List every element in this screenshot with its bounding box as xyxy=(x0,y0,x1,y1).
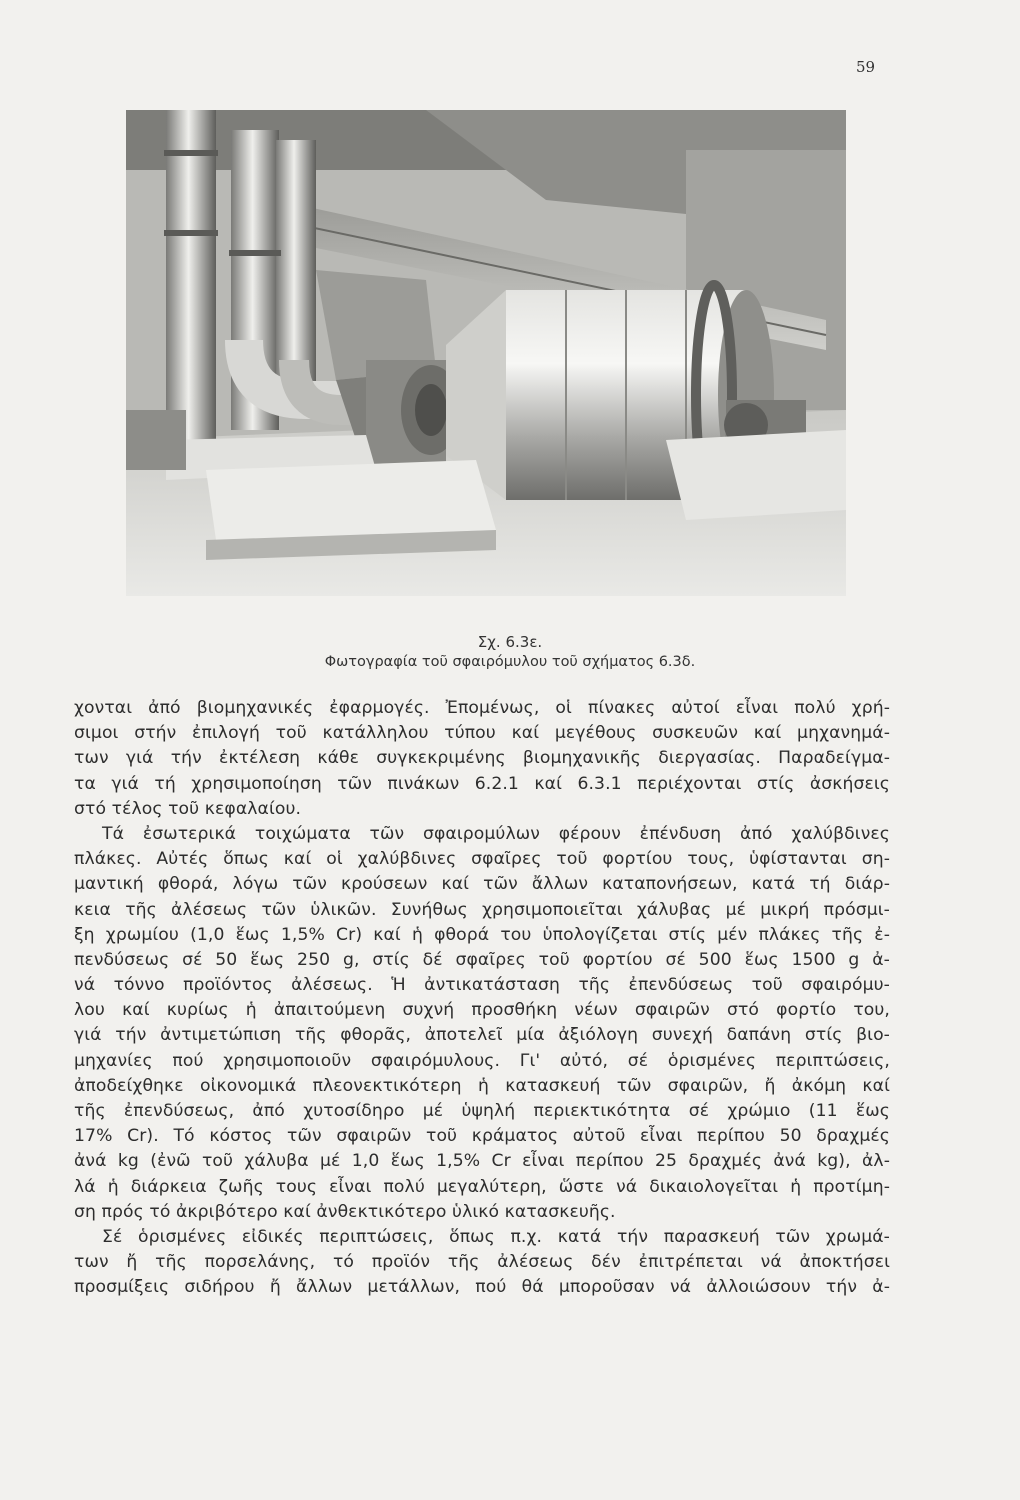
page-number: 59 xyxy=(856,58,876,76)
text-line: νά τόννο προϊόντος ἀλέσεως. Ἡ ἀντικατάσταση τῆς ἐπενδύσεως τοῦ σφαιρόμυ- xyxy=(74,975,890,996)
text-line: λου καί κυρίως ἡ ἀπαιτούμενη συχνή προσθήκη νέων σφαιρῶν στό φορτίο του, xyxy=(74,1000,890,1021)
text-line: ἀποδείχθηκε οἰκονομικά πλεονεκτικότερη ἡ κατασκευή τῶν σφαιρῶν, ἤ ἀκόμη καί xyxy=(74,1075,890,1096)
text-line: μηχανίες πού χρησιμοποιοῦν σφαιρόμυλους. Γι' αὐτό, σέ ὁρισμένες περιπτώσεις, xyxy=(74,1050,890,1071)
ball-mill-illustration xyxy=(126,110,846,596)
figure-label: Σχ. 6.3ε. xyxy=(477,633,543,651)
figure-caption-text: Φωτογραφία τοῦ σφαιρόμυλου τοῦ σχήματος 6.3δ. xyxy=(324,654,696,670)
text-line: πενδύσεως σέ 50 ἕως 250 g, στίς δέ σφαῖρες τοῦ φορτίου σέ 500 ἕως 1500 g ἀ- xyxy=(74,949,890,970)
text-line: σιμοι στήν ἐπιλογή τοῦ κατάλληλου τύπου καί μεγέθους συσκευῶν καί μηχανημά- xyxy=(74,723,890,744)
text-line: γιά τήν ἀντιμετώπιση τῆς φθορᾶς, ἀποτελεῖ μία ἀξιόλογη συνεχή δαπάνη στίς βιο- xyxy=(74,1025,890,1046)
ball-mill-photo xyxy=(126,110,846,596)
text-line: ἀνά kg (ἐνῶ τοῦ χάλυβα μέ 1,0 ἕως 1,5% Cr εἶναι περίπου 25 δραχμές ἀνά kg), ἀλ- xyxy=(74,1151,890,1172)
text-line: λά ἡ διάρκεια ζωῆς τους εἶναι πολύ μεγαλύτερη, ὥστε νά δικαιολογεῖται ἡ προτίμη- xyxy=(74,1176,890,1197)
body-text xyxy=(74,696,890,1301)
text-line: μαντική φθορά, λόγω τῶν κρούσεων καί τῶν ἄλλων καταπονήσεων, κατά τή διάρ- xyxy=(74,874,890,895)
text-line: τῆς ἐπενδύσεως, ἀπό χυτοσίδηρο μέ ὑψηλή περιεκτικότητα σέ χρώμιο (11 ἕως xyxy=(74,1101,890,1122)
figure-caption xyxy=(0,632,1020,672)
text-line: πλάκες. Αὐτές ὅπως καί οἱ χαλύβδινες σφαῖρες τοῦ φορτίου τους, ὑφίστανται ση- xyxy=(74,849,890,870)
text-line: χονται ἀπό βιομηχανικές ἐφαρμογές. Ἐπομένως, οἱ πίνακες αὐτοί εἶναι πολύ χρή- xyxy=(74,698,890,718)
text-line: Τά ἐσωτερικά τοιχώματα τῶν σφαιρομύλων φέρουν ἐπένδυση ἀπό χαλύβδινες xyxy=(102,823,890,844)
text-line: Σέ ὁρισμένες εἰδικές περιπτώσεις, ὅπως π.χ. κατά τήν παρασκευή τῶν χρωμά- xyxy=(102,1226,890,1247)
text-line: τα γιά τή χρησιμοποίηση τῶν πινάκων 6.2.1 καί 6.3.1 περιέχονται στίς ἀσκήσεις xyxy=(74,773,890,794)
text-line: κεια τῆς ἀλέσεως τῶν ὑλικῶν. Συνήθως χρησιμοποιεῖται χάλυβας μέ μικρή πρόσμι- xyxy=(74,899,890,920)
text-line: των ἤ τῆς πορσελάνης, τό προϊόν τῆς ἀλέσεως δέν ἐπιτρέπεται νά ἀποκτήσει xyxy=(74,1252,890,1273)
text-line: προσμίξεις σιδήρου ἤ ἄλλων μετάλλων, πού θά μποροῦσαν νά ἀλλοιώσουν τήν ἀ- xyxy=(74,1277,890,1298)
text-line: των γιά τήν ἐκτέλεση κάθε συγκεκριμένης βιομηχανικῆς διεργασίας. Παραδείγμα- xyxy=(74,748,890,769)
text-line: ση πρός τό ἀκριβότερο καί ἀνθεκτικότερο ὑλικό κατασκευῆς. xyxy=(74,1201,616,1222)
text-line: στό τέλος τοῦ κεφαλαίου. xyxy=(74,798,302,819)
text-line: ξη χρωμίου (1,0 ἕως 1,5% Cr) καί ἡ φθορά του ὑπολογίζεται στίς μέν πλάκες τῆς ἐ- xyxy=(74,924,890,945)
text-line: 17% Cr). Τό κόστος τῶν σφαιρῶν τοῦ κράματος αὐτοῦ εἶναι περίπου 50 δραχμές xyxy=(74,1126,890,1147)
